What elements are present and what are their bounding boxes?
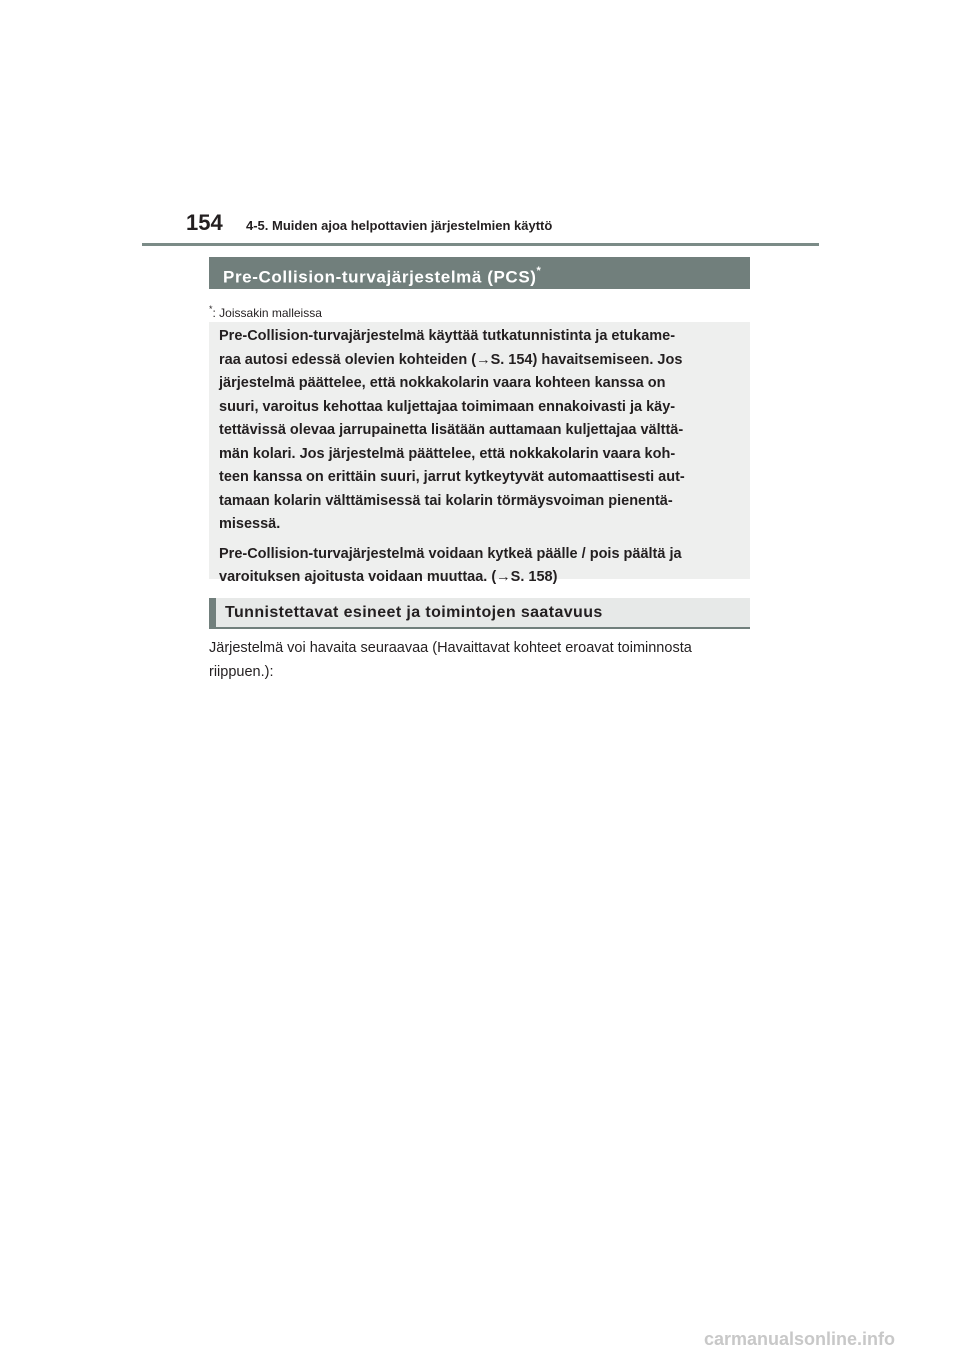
header-divider: [142, 243, 819, 246]
info-line: Pre-Collision-turvajärjestelmä voidaan kytkeä päälle / pois päältä ja: [219, 545, 682, 562]
body-paragraph: [209, 636, 754, 684]
info-paragraph-1: [219, 325, 738, 537]
footnote: [209, 300, 322, 322]
info-line: tettävissä olevaa jarrupainetta lisätään auttamaan kuljettajaa välttä-: [219, 422, 684, 438]
body-line: riippuen.):: [209, 664, 274, 680]
info-line: män kolari. Jos järjestelmä päättelee, että nokkakolarin vaara koh-: [219, 445, 676, 462]
info-line: Pre-Collision-turvajärjestelmä käyttää tutkatunnistinta ja etukame-: [219, 328, 676, 344]
watermark: carmanualsonline.info: [704, 1329, 896, 1349]
info-line: misessä.: [219, 516, 281, 532]
info-line: varoituksen ajoitusta voidaan muuttaa. (→S. 158): [219, 569, 558, 585]
info-line: teen kanssa on erittäin suuri, jarrut kytkeytyvät automaattisesti aut-: [219, 469, 685, 485]
main-heading-text: Pre-Collision-turvajärjestelmä (PCS): [223, 267, 537, 287]
info-paragraph-2: [219, 543, 738, 590]
info-line: raa autosi edessä olevien kohteiden (→S. 154) havaitsemiseen. Jos: [219, 351, 683, 368]
sub-heading: Tunnistettavat esineet ja toimintojen saatavuus: [209, 598, 750, 629]
info-line: järjestelmä päättelee, että nokkakolarin vaara kohteen kanssa on: [219, 375, 666, 391]
section-title: 4-5. Muiden ajoa helpottavien järjestelmien käyttö: [246, 218, 553, 233]
info-box: [209, 322, 750, 585]
footnote-marker: *: [209, 304, 213, 314]
page-number: 154: [186, 210, 223, 235]
body-line: Järjestelmä voi havaita seuraavaa (Havaittavat kohteet eroavat toiminnosta: [209, 640, 692, 656]
heading-footnote-marker: *: [536, 265, 542, 277]
footnote-text: : Joissakin malleissa: [212, 306, 322, 320]
info-line: tamaan kolarin välttämisessä tai kolarin törmäysvoiman pienentä-: [219, 492, 673, 509]
info-line: suuri, varoitus kehottaa kuljettajaa toimimaan ennakoivasti ja käy-: [219, 398, 676, 415]
main-heading: [209, 257, 750, 289]
